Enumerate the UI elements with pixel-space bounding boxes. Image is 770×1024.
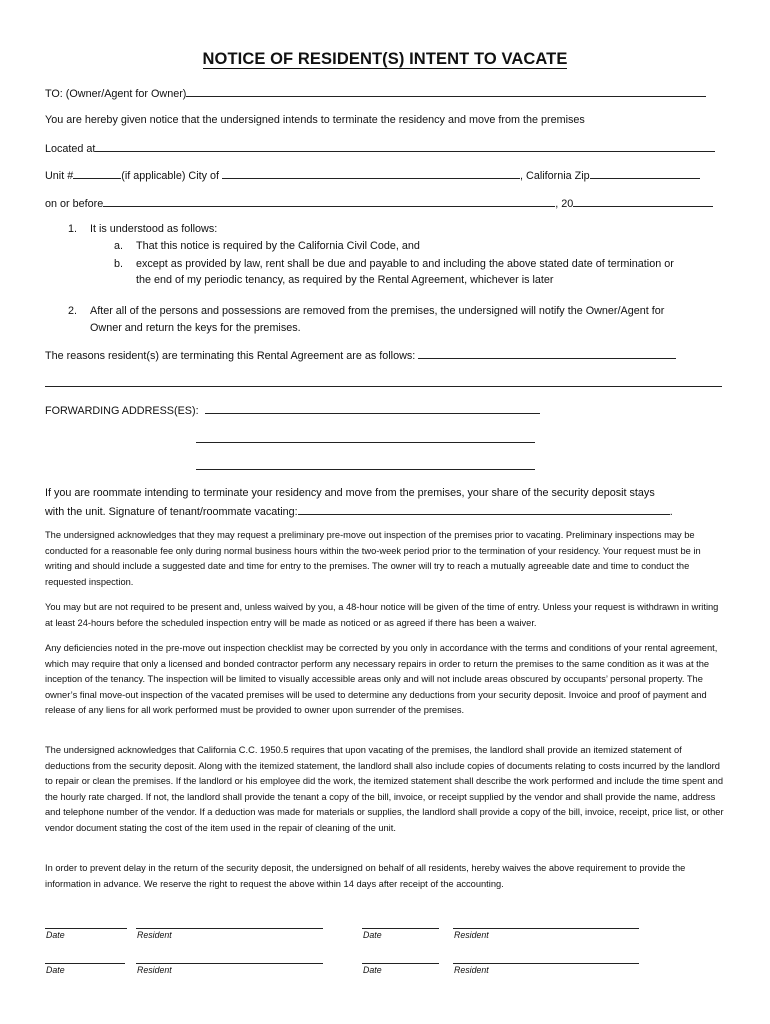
date-label: Date xyxy=(363,930,382,940)
item-1b-text-line2: the end of my periodic tenancy, as required by the Rental Agreement, whichever is later xyxy=(136,274,554,286)
resident-signature-line-4[interactable] xyxy=(453,963,639,964)
date-line-1[interactable] xyxy=(45,928,127,929)
reasons-line xyxy=(45,348,676,362)
located-at-label: Located at xyxy=(45,143,96,155)
reasons-field-2[interactable] xyxy=(45,376,722,387)
date-line-4[interactable] xyxy=(362,963,439,964)
zip-field[interactable] xyxy=(590,168,700,179)
on-or-before-label: on or before xyxy=(45,198,104,210)
located-at-line xyxy=(45,141,715,155)
year-field[interactable] xyxy=(573,196,713,207)
forwarding-address-label: FORWARDING ADDRESS(ES): xyxy=(45,405,199,417)
deficiencies-paragraph: Any deficiencies noted in the pre-move out inspection checklist may be corrected by you only in accordance with the terms and conditions of your rental agreement, which may require that only a licensed and bonded contractor perform any necessary repairs in order to return the premises to the same condition as it was at the inception of the tenancy. The inspection will be limited to visually accessible areas only and will not include areas obscured by occupants’ personal property. The owner’s final move-out inspection of the vacated premises will be used to determine any deductions from your security deposit. Invoice and proof of payment and release of any liens for all work performed must be provided to owner upon surrender of the premises. xyxy=(45,643,718,715)
item-1-text: It is understood as follows: xyxy=(90,223,218,235)
roommate-line-2: with the unit. Signature of tenant/roommate vacating: . xyxy=(45,506,673,518)
itemized-statement-paragraph: The undersigned acknowledges that California C.C. 1950.5 requires that upon vacating of the premises, the landlord shall provide an itemized statement of deductions from the security deposit. Along with the itemized statement, the landlord shall also include copies of documents relating to costs incurred by the landlord to repair or clean the premises. If the landlord or his employee did the work, the itemized statement shall describe the work performed and include the time spent and the hourly rate charged. If not, the landlord shall provide the tenant a copy of the bill, invoice, or receipt supplied by the vendor and shall provide the name, address and telephone number of the vendor. If a deduction was made for materials or supplies, the landlord shall provide a copy of the bill, invoice, receipt, price list, or other vendor document stating the cost of the item used in the repair of cleaning of the unit. xyxy=(45,745,724,833)
date-label: Date xyxy=(363,965,382,975)
year-prefix-label: , 20 xyxy=(555,198,574,210)
date-label: Date xyxy=(46,965,65,975)
item-1a-letter: a. xyxy=(114,240,124,252)
item-1b-letter: b. xyxy=(114,258,124,270)
roommate-signature-label: with the unit. Signature of tenant/roommate vacating: xyxy=(45,506,298,518)
reasons-field[interactable] xyxy=(418,348,676,359)
resident-signature-line-1[interactable] xyxy=(136,928,323,929)
unit-number-field[interactable] xyxy=(73,168,121,179)
located-at-field[interactable] xyxy=(95,141,715,152)
date-label: Date xyxy=(46,930,65,940)
on-or-before-line xyxy=(45,196,713,210)
resident-signature-line-3[interactable] xyxy=(136,963,323,964)
reasons-label: The reasons resident(s) are terminating this Rental Agreement are as follows: xyxy=(45,350,416,362)
city-label: (if applicable) City of xyxy=(121,170,220,182)
forwarding-address-field-2[interactable] xyxy=(196,432,535,443)
unit-city-zip-line xyxy=(45,168,700,182)
zip-label: , California Zip xyxy=(520,170,590,182)
roommate-line-1: If you are roommate intending to terminate your residency and move from the premises, your share of the security deposit stays xyxy=(45,487,655,499)
preliminary-inspection-paragraph: The undersigned acknowledges that they may request a preliminary pre-move out inspection of the premises prior to vacating. Preliminary inspections may be conducted for a reasonable fee only during normal business hours within the two-week period prior to the termination of your residency. Your request must be in writing and should include a suggested date and time for entry to the premises. The owner will try to reach a mutually agreeable date and time to conduct the requested inspection. xyxy=(45,530,701,587)
city-field[interactable] xyxy=(222,168,520,179)
item-2-line1: After all of the persons and possessions are removed from the premises, the undersigned will notify the Owner/Agent for xyxy=(90,305,665,317)
forwarding-address-field-3[interactable] xyxy=(196,459,535,470)
date-line-3[interactable] xyxy=(45,963,125,964)
entry-notice-paragraph: You may but are not required to be present and, unless waived by you, a 48-hour notice will be given of the time of entry. Unless your request is withdrawn in writing at least 24-hours before the scheduled inspection entry will be made as noticed or as agreed if there has been a waiver. xyxy=(45,602,719,628)
forwarding-address-row-2 xyxy=(196,432,535,446)
vacate-date-field[interactable] xyxy=(103,196,555,207)
forwarding-address-line xyxy=(45,403,540,417)
resident-signature-line-2[interactable] xyxy=(453,928,639,929)
resident-label: Resident xyxy=(454,930,489,940)
unit-label: Unit # xyxy=(45,170,74,182)
document-title: NOTICE OF RESIDENT(S) INTENT TO VACATE xyxy=(202,50,568,68)
item-2-number: 2. xyxy=(68,305,78,317)
forwarding-address-row-3 xyxy=(196,459,535,473)
to-owner-label: TO: (Owner/Agent for Owner) xyxy=(45,88,187,100)
item-1b-text-line1: except as provided by law, rent shall be due and payable to and including the above stated date of termination or xyxy=(136,258,674,270)
forwarding-address-field-1[interactable] xyxy=(205,403,540,414)
resident-label: Resident xyxy=(137,930,172,940)
reasons-line-2 xyxy=(45,376,722,390)
resident-label: Resident xyxy=(137,965,172,975)
notice-sentence: You are hereby given notice that the undersigned intends to terminate the residency and move from the premises xyxy=(45,114,585,126)
owner-agent-field[interactable] xyxy=(186,86,706,97)
item-2-line2: Owner and return the keys for the premises. xyxy=(90,322,301,334)
item-1-number: 1. xyxy=(68,223,78,235)
item-1a-text: That this notice is required by the California Civil Code, and xyxy=(136,240,420,252)
to-owner-line xyxy=(45,86,706,100)
waiver-paragraph: In order to prevent delay in the return of the security deposit, the undersigned on behalf of all residents, hereby waives the above requirement to provide the information in advance. We reserve the right to request the above within 14 days after receipt of the accounting. xyxy=(45,863,686,889)
date-line-2[interactable] xyxy=(362,928,439,929)
resident-label: Resident xyxy=(454,965,489,975)
roommate-signature-field[interactable] xyxy=(298,504,670,515)
